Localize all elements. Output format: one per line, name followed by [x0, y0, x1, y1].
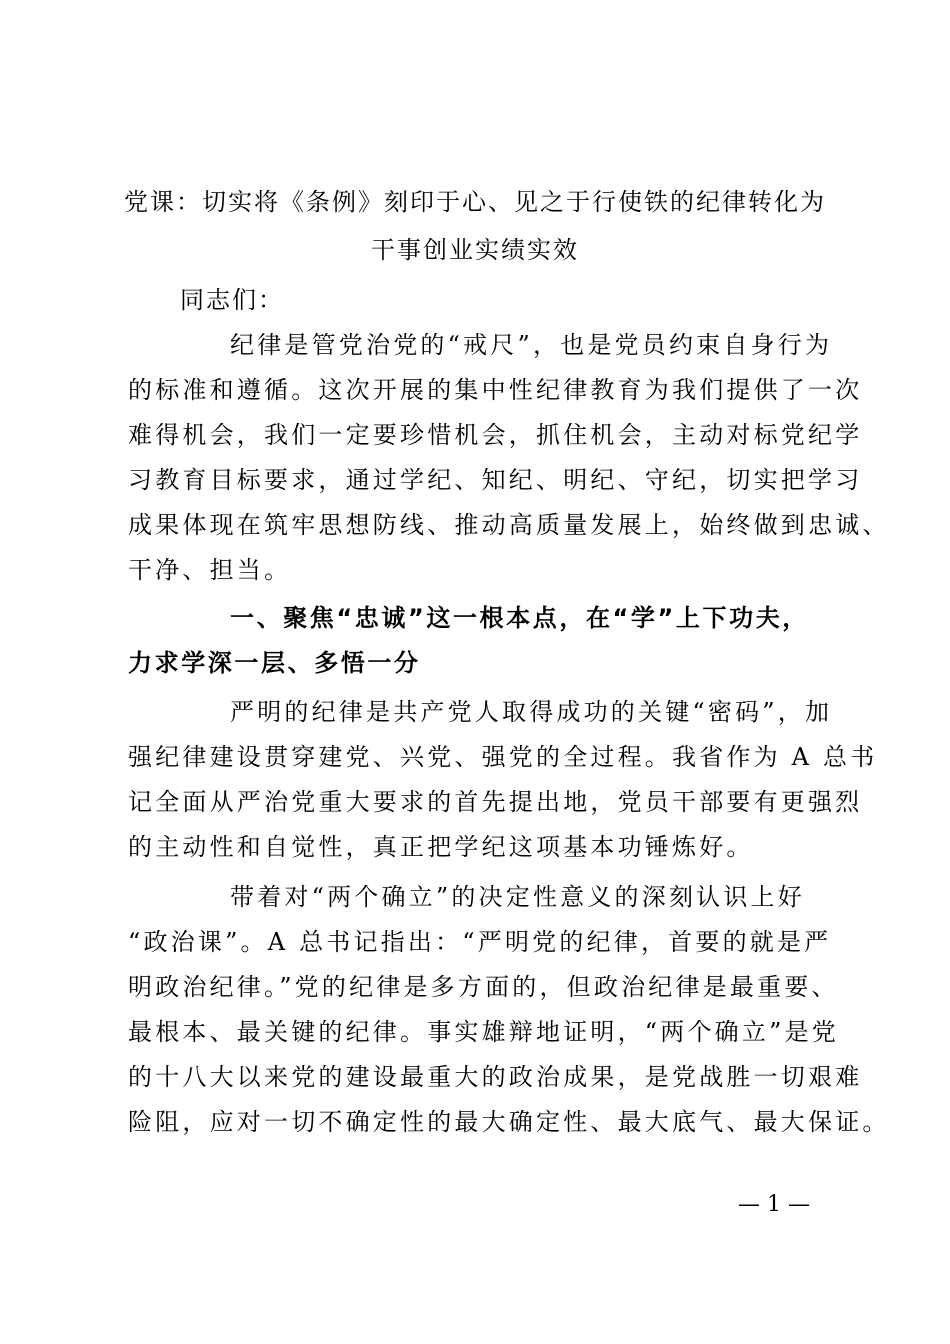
- body-paragraph-line: “政治课”。A 总书记指出：“严明党的纪律，首要的就是严: [128, 928, 832, 956]
- body-paragraph-line: 险阻，应对一切不确定性的最大确定性、最大底气、最大保证。: [128, 1108, 890, 1136]
- intro-paragraph-line: 成果体现在筑牢思想防线、推动高质量发展上，始终做到忠诚、: [128, 511, 890, 539]
- intro-paragraph-line: 习教育目标要求，通过学纪、知纪、明纪、守纪，切实把学习: [128, 466, 863, 494]
- document-title-line-1: 党课：切实将《条例》刻印于心、见之于行使铁的纪律转化为: [124, 188, 826, 216]
- intro-paragraph-line: 纪律是管党治党的“戒尺”，也是党员约束自身行为: [230, 331, 833, 359]
- body-paragraph-line: 的主动性和自觉性，真正把学纪这项基本功锤炼好。: [128, 833, 754, 861]
- document-title-line-2: 干事创业实绩实效: [371, 236, 579, 264]
- intro-paragraph-line: 的标准和遵循。这次开展的集中性纪律教育为我们提供了一次: [128, 376, 863, 404]
- intro-paragraph-line: 干净、担当。: [128, 556, 292, 584]
- body-paragraph-line: 带着对“两个确立”的决定性意义的深刻认识上好: [230, 883, 805, 911]
- body-paragraph-line: 严明的纪律是共产党人取得成功的关键“密码”，加: [230, 698, 833, 726]
- salutation: 同志们：: [180, 286, 284, 314]
- intro-paragraph-line: 难得机会，我们一定要珍惜机会，抓住机会，主动对标党纪学: [128, 421, 863, 449]
- body-paragraph-line: 明政治纪律。”党的纪律是多方面的，但政治纪律是最重要、: [128, 973, 839, 1001]
- body-paragraph-line: 强纪律建设贯穿建党、兴党、强党的全过程。我省作为 A 总书: [128, 743, 878, 771]
- section-heading-line: 一、聚焦“忠诚”这一根本点，在“学”上下功夫，: [230, 604, 809, 632]
- body-paragraph-line: 记全面从严治党重大要求的首先提出地，党员干部要有更强烈: [128, 788, 863, 816]
- body-paragraph-line: 的十八大以来党的建设最重大的政治成果，是党战胜一切艰难: [128, 1063, 863, 1091]
- body-paragraph-line: 最根本、最关键的纪律。事实雄辩地证明，“两个确立”是党: [128, 1018, 839, 1046]
- section-heading-line: 力求学深一层、多悟一分: [128, 649, 421, 677]
- page-number: — 1 —: [738, 1192, 810, 1217]
